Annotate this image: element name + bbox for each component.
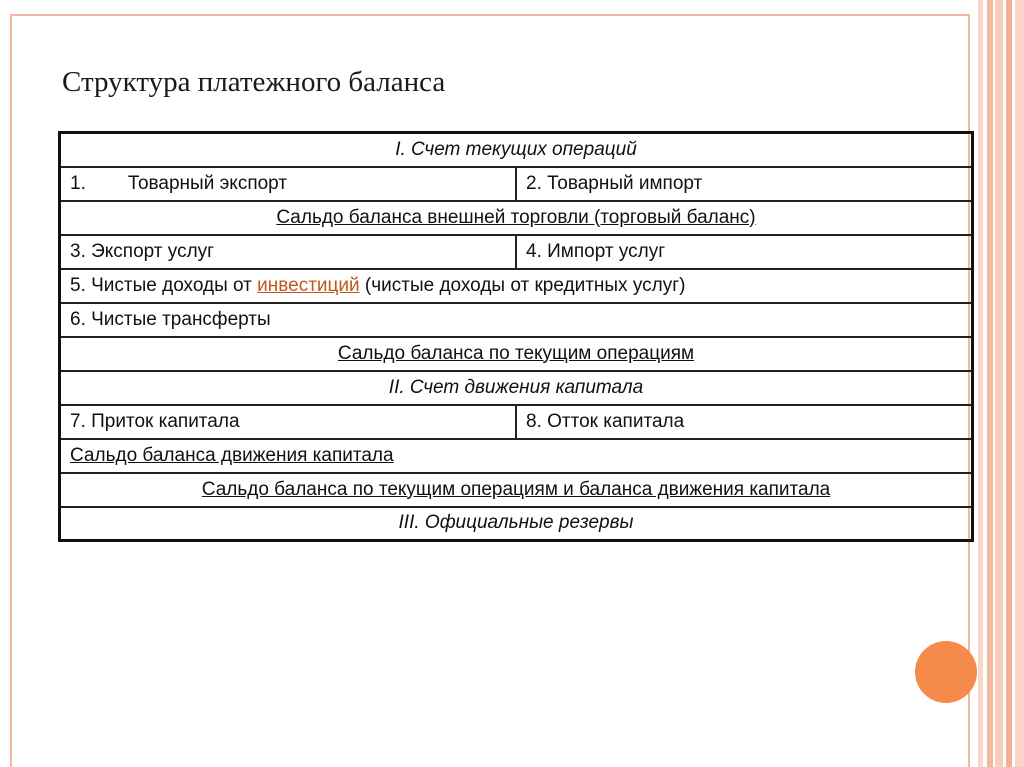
- table-row: [60, 201, 973, 235]
- table-row: [60, 303, 973, 337]
- table-row: [60, 167, 973, 201]
- capital-account-balance: Сальдо баланса движения капитала: [60, 439, 973, 473]
- combined-balance: Сальдо баланса по текущим операциям и баланса движения капитала: [60, 473, 973, 507]
- current-account-balance: Сальдо баланса по текущим операциям: [60, 337, 973, 371]
- section-official-reserves: III. Официальные резервы: [60, 507, 973, 541]
- decor-stripe: [987, 0, 993, 767]
- section-current-account: I. Счет текущих операций: [60, 133, 973, 167]
- decor-stripe: [1015, 0, 1024, 767]
- section-capital-account: II. Счет движения капитала: [60, 371, 973, 405]
- table-row: [60, 269, 973, 303]
- table-row: [60, 133, 973, 167]
- trade-balance: Сальдо баланса внешней торговли (торговый баланс): [60, 201, 973, 235]
- table-row: [60, 507, 973, 541]
- cell-net-transfers: 6. Чистые трансферты: [60, 303, 973, 337]
- cell-services-export: 3. Экспорт услуг: [60, 235, 517, 269]
- table-row: [60, 405, 973, 439]
- decor-circle: [915, 641, 977, 703]
- cell-capital-inflow: 7. Приток капитала: [60, 405, 517, 439]
- item-label: Товарный экспорт: [127, 172, 288, 194]
- decor-stripe: [995, 0, 1003, 767]
- cell-services-import: 4. Импорт услуг: [516, 235, 973, 269]
- table-row: [60, 439, 973, 473]
- investments-link[interactable]: инвестиций: [257, 274, 360, 296]
- cell-capital-outflow: 8. Отток капитала: [516, 405, 973, 439]
- cell-goods-import: 2. Товарный импорт: [516, 167, 973, 201]
- decor-stripe: [1006, 0, 1012, 767]
- balance-structure-table: [58, 131, 974, 542]
- item-number: 1.: [70, 172, 86, 194]
- table-row: [60, 371, 973, 405]
- cell-goods-export: [60, 167, 517, 201]
- table-row: [60, 337, 973, 371]
- table-row: [60, 235, 973, 269]
- table-row: [60, 473, 973, 507]
- decor-stripe: [978, 0, 983, 767]
- cell-net-income: 5. Чистые доходы от инвестиций (чистые доходы от кредитных услуг): [60, 269, 973, 303]
- slide-title: Структура платежного баланса: [62, 66, 446, 98]
